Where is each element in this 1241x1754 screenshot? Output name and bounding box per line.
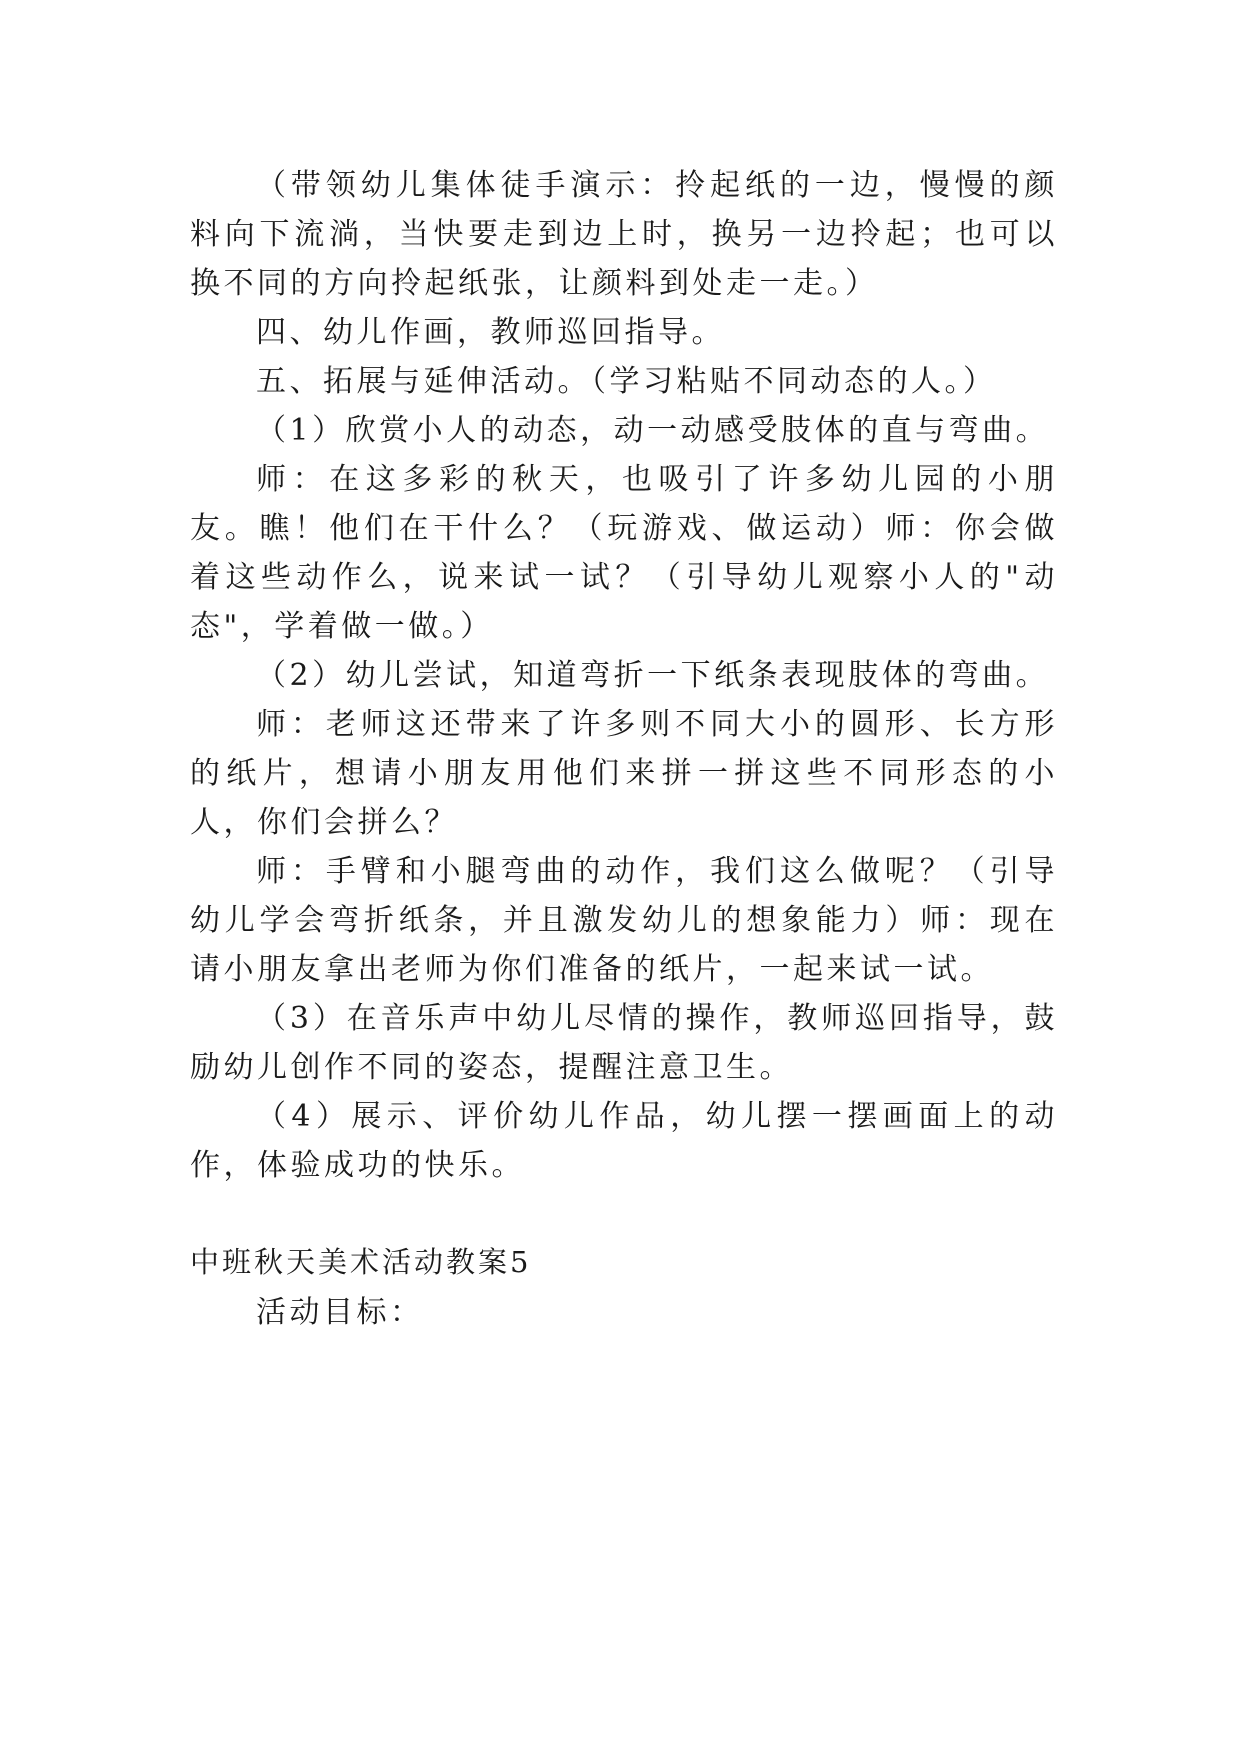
sub-heading-activity-goals: 活动目标： [256, 1295, 424, 1330]
paragraph-item-3: （3）在音乐声中幼儿尽情的操作，教师巡回指导，鼓励幼儿创作不同的姿态，提醒注意卫生。 [190, 1001, 1058, 1085]
paragraph-step-four: 四、幼儿作画，教师巡回指导。 [256, 315, 725, 350]
section-title: 中班秋天美术活动教案5 [190, 1245, 532, 1279]
paragraph-teacher-bending: 师：手臂和小腿弯曲的动作，我们这么做呢？（引导幼儿学会弯折纸条，并且激发幼儿的想象能力）师：现在请小朋友拿出老师为你们准备的纸片，一起来试一试。 [190, 854, 1058, 987]
paragraph-item-4: （4）展示、评价幼儿作品，幼儿摆一摆画面上的动作，体验成功的快乐。 [190, 1099, 1058, 1183]
paragraph-step-five: 五、拓展与延伸活动。（学习粘贴不同动态的人。） [256, 364, 997, 399]
paragraph-item-2: （2）幼儿尝试，知道弯折一下纸条表现肢体的弯曲。 [256, 658, 1050, 693]
paragraph-demo-instructions: （带领幼儿集体徒手演示：拎起纸的一边，慢慢的颜料向下流淌，当快要走到边上时，换另一边拎起；也可以换不同的方向拎起纸张，让颜料到处走一走。） [190, 168, 1058, 301]
paragraph-item-1: （1）欣赏小人的动态，动一动感受肢体的直与弯曲。 [256, 413, 1050, 448]
paragraph-teacher-autumn: 师：在这多彩的秋天，也吸引了许多幼儿园的小朋友。瞧！他们在干什么？（玩游戏、做运动）师：你会做着这些动作么，说来试一试？（引导幼儿观察小人的"动态"，学着做一做。） [190, 462, 1058, 644]
paragraph-teacher-paper: 师：老师这还带来了许多则不同大小的圆形、长方形的纸片，想请小朋友用他们来拼一拼这些不同形态的小人，你们会拼么？ [190, 707, 1058, 840]
